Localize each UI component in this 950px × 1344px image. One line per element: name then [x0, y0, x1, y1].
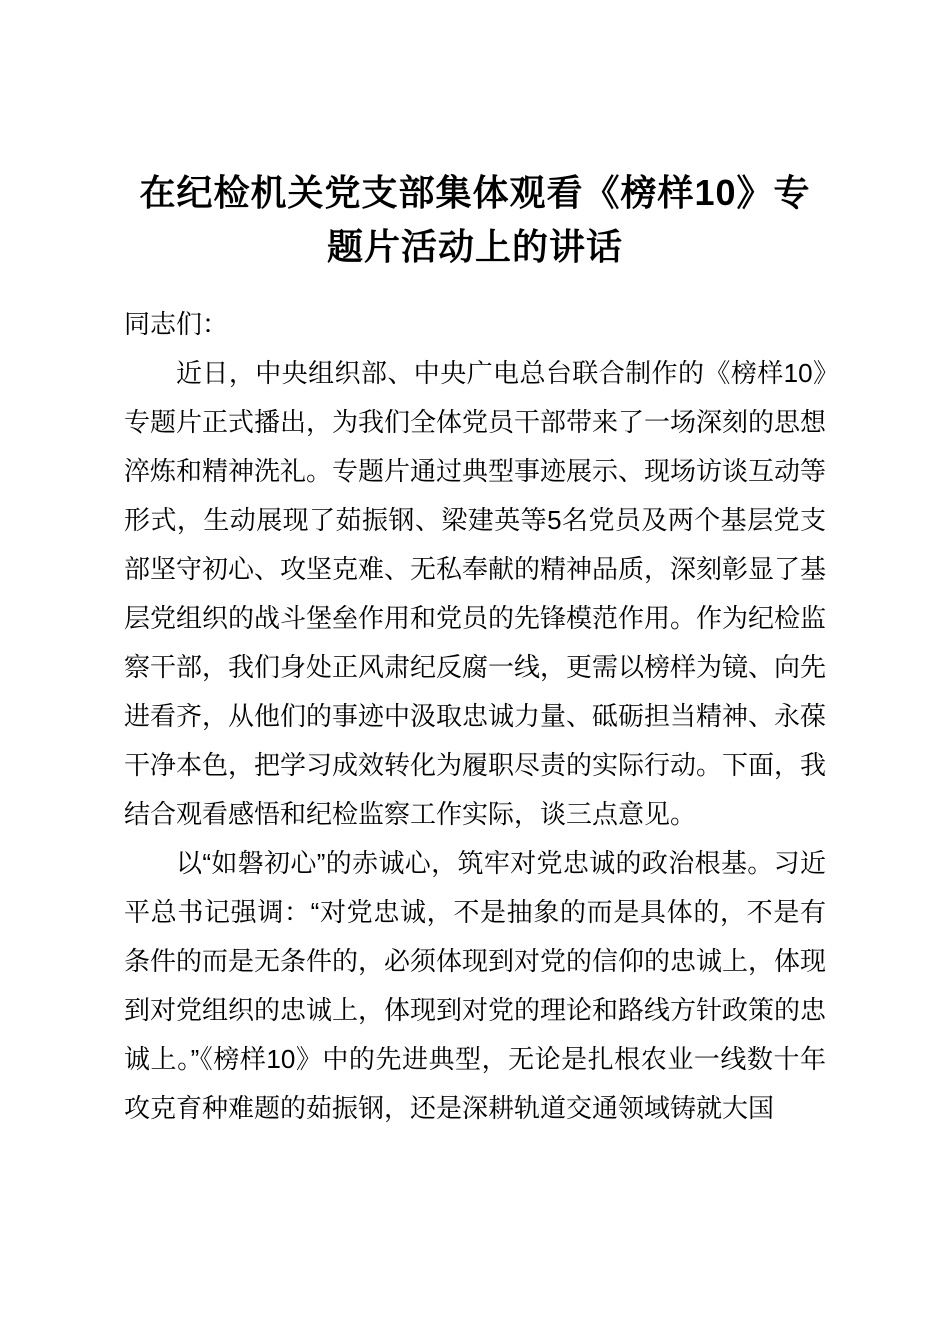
salutation-line: 同志们：: [124, 309, 229, 339]
body-paragraph-2: 以“如磐初心”的赤诚心，筑牢对党忠诚的政治根基。习近平总书记强调：“对党忠诚，不是抽象的而是具体的，不是有条件的而是无条件的，必须体现到对党的信仰的忠诚上，体现到对党组织的忠诚上，体现到对党的理论和路线方针政策的忠诚上。”《榜样10》中的先进典型，无论是扎根农业一线数十年攻克育种难题的茹振钢，还是深耕轨道交通领域铸就大国: [124, 848, 827, 1123]
body-paragraph-1: 近日，中央组织部、中央广电总台联合制作的《榜样10》专题片正式播出，为我们全体党员干部带来了一场深刻的思想淬炼和精神洗礼。专题片通过典型事迹展示、现场访谈互动等形式，生动展现了茹振钢、梁建英等5名党员及两个基层党支部坚守初心、攻坚克难、无私奉献的精神品质，深刻彰显了基层党组织的战斗堡垒作用和党员的先锋模范作用。作为纪检监察干部，我们身处正风肃纪反腐一线，更需以榜样为镜、向先进看齐，从他们的事迹中汲取忠诚力量、砥砺担当精神、永葆干净本色，把学习成效转化为履职尽责的实际行动。下面，我结合观看感悟和纪检监察工作实际，谈三点意见。: [124, 358, 827, 829]
document-title: 在纪检机关党支部集体观看《榜样10》专题片活动上的讲话: [139, 172, 811, 267]
